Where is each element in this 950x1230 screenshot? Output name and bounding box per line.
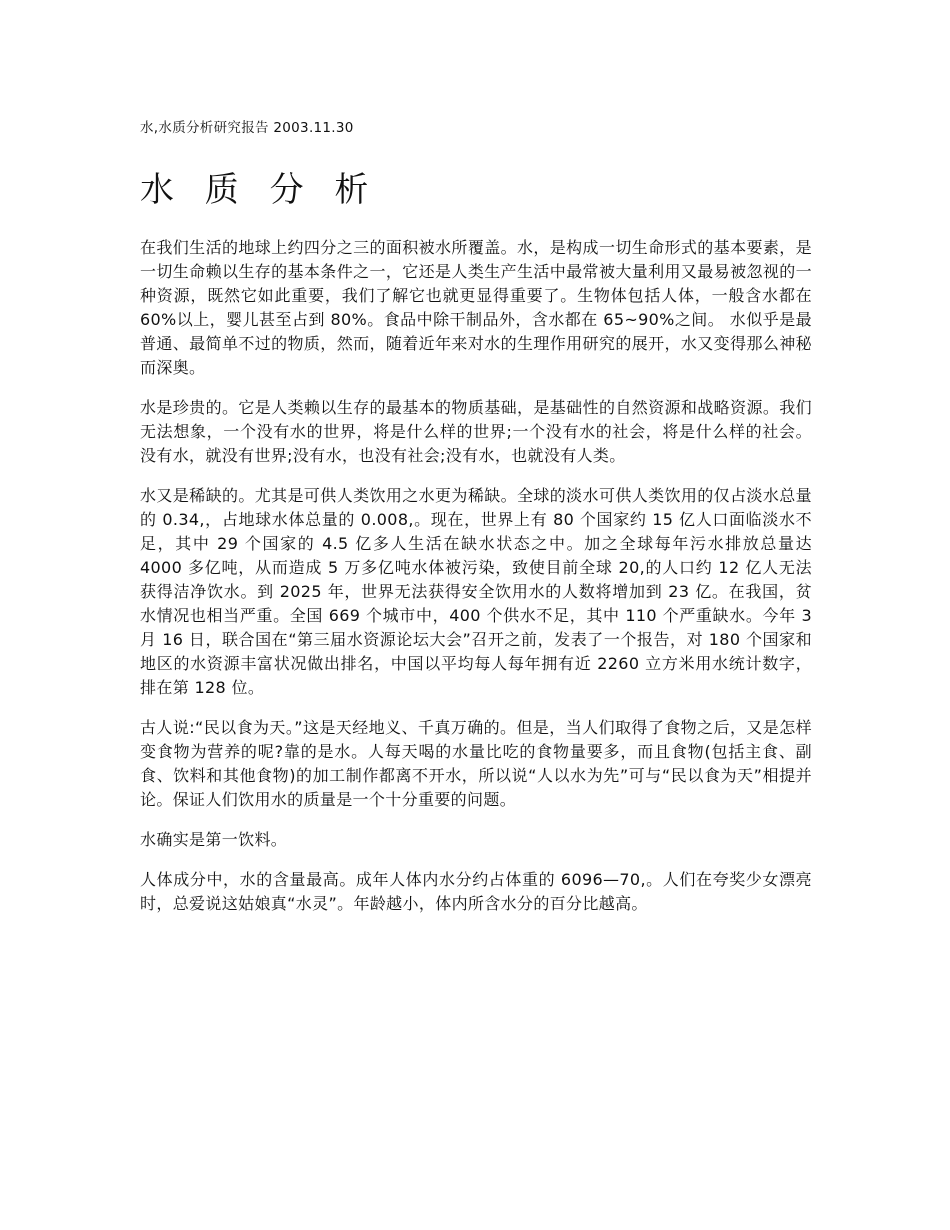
document-header: 水,水质分析研究报告 2003.11.30 [140, 120, 354, 136]
document-page [140, 118, 812, 932]
paragraph-body-water: 人体成分中，水的含量最高。成年人体内水分约占体重的 6096—70,。人们在夸奖少女漂亮时，总爱说这姑娘真“水灵”。年龄越小，体内所含水分的百分比越高。 [140, 870, 812, 913]
page-title: 水 质 分 析 [140, 170, 379, 210]
paragraph-scarce: 水又是稀缺的。尤其是可供人类饮用之水更为稀缺。全球的淡水可供人类饮用的仅占淡水总量的 0.34,，占地球水体总量的 0.008,。现在，世界上有 80 个国家约 15 亿人口面临淡水不足，其中 29 个国家的 4.5 亿多人生活在缺水状态之中。加之全球每年污水排放总量达 4000 多亿吨，从而造成 5 万多亿吨水体被污染，致使目前全球 20,的人口约 12 亿人无法获得洁净饮水。到 2025 年，世界无法获得安全饮用水的人数将增加到 23 亿。在我国，贫水情况也相当严重。全国 669 个城市中，400 个供水不足，其中 110 个严重缺水。今年 3 月 16 日，联合国在“第三届水资源论坛大会”召开之前，发表了一个报告，对 180 个国家和地区的水资源丰富状况做出排名，中国以平均每人每年拥有近 2260 立方米用水统计数字，排在第 128 位。 [140, 486, 812, 697]
paragraph-intro: 在我们生活的地球上约四分之三的面积被水所覆盖。水，是构成一切生命形式的基本要素，是一切生命赖以生存的基本条件之一，它还是人类生产生活中最常被大量利用又最易被忽视的一种资源，既然它如此重要，我们了解它也就更显得重要了。生物体包括人体，一般含水都在 60%以上，婴儿甚至占到 80%。食品中除干制品外，含水都在 65~90%之间。 水似乎是最普通、最简单不过的物质，然而，随着近年来对水的生理作用研究的展开，水又变得那么神秘而深奥。 [140, 238, 812, 377]
paragraph-first-drink: 水确实是第一饮料。 [140, 830, 288, 849]
paragraph-ancients: 古人说:“民以食为天。”这是天经地义、千真万确的。但是，当人们取得了食物之后，又是怎样变食物为营养的呢?靠的是水。人每天喝的水量比吃的食物量要多，而且食物(包括主食、副食、饮料和其他食物)的加工制作都离不开水，所以说“人以水为先”可与“民以食为天”相提并论。保证人们饮用水的质量是一个十分重要的问题。 [140, 718, 812, 809]
paragraph-precious: 水是珍贵的。它是人类赖以生存的最基本的物质基础，是基础性的自然资源和战略资源。我们无法想象，一个没有水的世界，将是什么样的世界;一个没有水的社会，将是什么样的社会。没有水，就没有世界;没有水，也没有社会;没有水，也就没有人类。 [140, 398, 812, 465]
